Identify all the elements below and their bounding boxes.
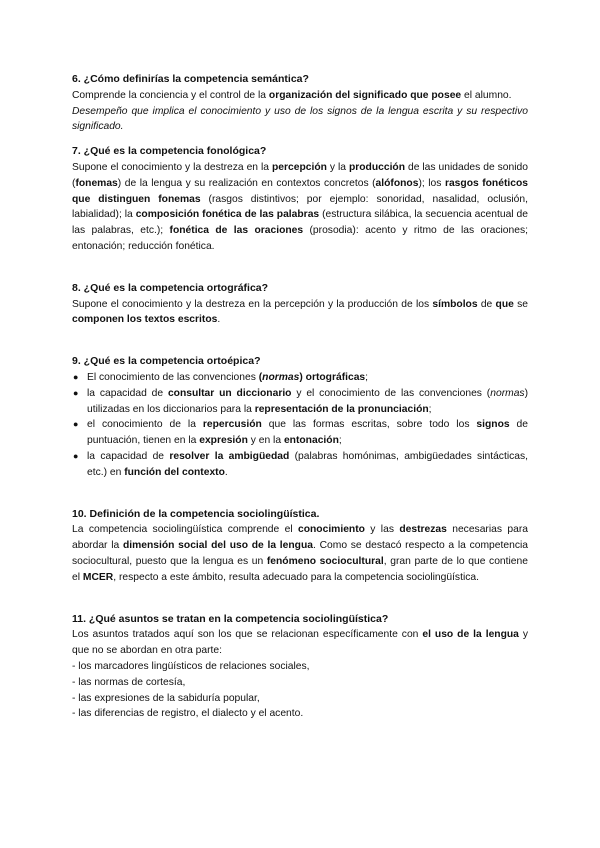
bullet-icon: ● bbox=[73, 387, 79, 398]
bullet-icon: ● bbox=[73, 371, 79, 382]
list-item: ● el conocimiento de la repercusión que las formas escritas, sobre todo los signos de puntuación, tienen en la expresión y en la entonación; bbox=[73, 419, 528, 447]
section-8 bbox=[72, 281, 528, 328]
section-10-paragraph: La competencia sociolingüística comprende el conocimiento y las destrezas necesarias para abordar la dimensión social del uso de la lengua. Como se destacó respecto a la competencia sociocultural, puesto que la lengua es un fenómeno sociocultural, gran parte de lo que contiene el MCER, respecto a este ámbito, resulta adecuado para la competencia sociolingüística. bbox=[72, 524, 528, 583]
section-11-heading: 11. ¿Qué asuntos se tratan en la competencia sociolingüística? bbox=[72, 612, 389, 625]
section-11 bbox=[72, 612, 528, 723]
section-7-paragraph: Supone el conocimiento y la destreza en la percepción y la producción de las unidades de sonido (fonemas) de la lengua y su realización en contextos concretos (alófonos); los rasgos fonéticos que distinguen fonemas (rasgos distintivos; por ejemplo: sonoridad, nasalidad, oclusión, labialidad); la composición fonética de las palabras (estructura silábica, la secuencia acentual de las palabras, etc.); fonética de las oraciones (prosodia): acento y ritmo de las oraciones; entonación; reducción fonética. bbox=[72, 161, 529, 252]
section-6 bbox=[72, 72, 528, 135]
bullet-icon: ● bbox=[73, 450, 79, 461]
list-item: - las diferencias de registro, el dialecto y el acento. bbox=[72, 708, 304, 720]
list-item: - las expresiones de la sabiduría popular, bbox=[72, 692, 260, 704]
section-9-bullet-list bbox=[72, 370, 528, 481]
section-11-dash-list bbox=[72, 659, 528, 722]
list-item: ● la capacidad de consultar un diccionario y el conocimiento de las convenciones (normas) utilizadas en los diccionarios para la representación de la pronunciación; bbox=[73, 387, 529, 415]
section-10 bbox=[72, 507, 528, 586]
list-item: ● El conocimiento de las convenciones (normas) ortográficas; bbox=[72, 370, 528, 386]
section-7 bbox=[72, 144, 528, 255]
section-6-italic-paragraph: Desempeño que implica el conocimiento y uso de los signos de la lengua escrita y su respectivo significado. bbox=[72, 105, 528, 133]
section-6-paragraph: Comprende la conciencia y el control de la organización del significado que posee el alumno. bbox=[72, 89, 512, 101]
section-9 bbox=[72, 354, 528, 480]
section-11-paragraph: Los asuntos tratados aquí son los que se relacionan específicamente con el uso de la lengua y que no se abordan en otra parte: bbox=[72, 629, 528, 657]
section-6-heading: 6. ¿Cómo definirías la competencia semántica? bbox=[72, 73, 309, 85]
bullet-icon: ● bbox=[73, 419, 79, 430]
list-item: - los marcadores lingüísticos de relaciones sociales, bbox=[72, 660, 310, 672]
section-8-heading: 8. ¿Qué es la competencia ortográfica? bbox=[72, 281, 269, 294]
list-item: - las normas de cortesía, bbox=[72, 676, 186, 688]
list-item: ● la capacidad de resolver la ambigüedad (palabras homónimas, ambigüedades sintácticas, etc.) en función del contexto. bbox=[73, 450, 528, 478]
section-7-heading: 7. ¿Qué es la competencia fonológica? bbox=[72, 145, 267, 158]
section-8-paragraph: Supone el conocimiento y la destreza en la percepción y la producción de los símbolos de que se componen los textos escritos. bbox=[72, 298, 528, 326]
section-10-heading: 10. Definición de la competencia sociolingüística. bbox=[72, 507, 320, 520]
section-9-heading: 9. ¿Qué es la competencia ortoépica? bbox=[72, 355, 261, 368]
